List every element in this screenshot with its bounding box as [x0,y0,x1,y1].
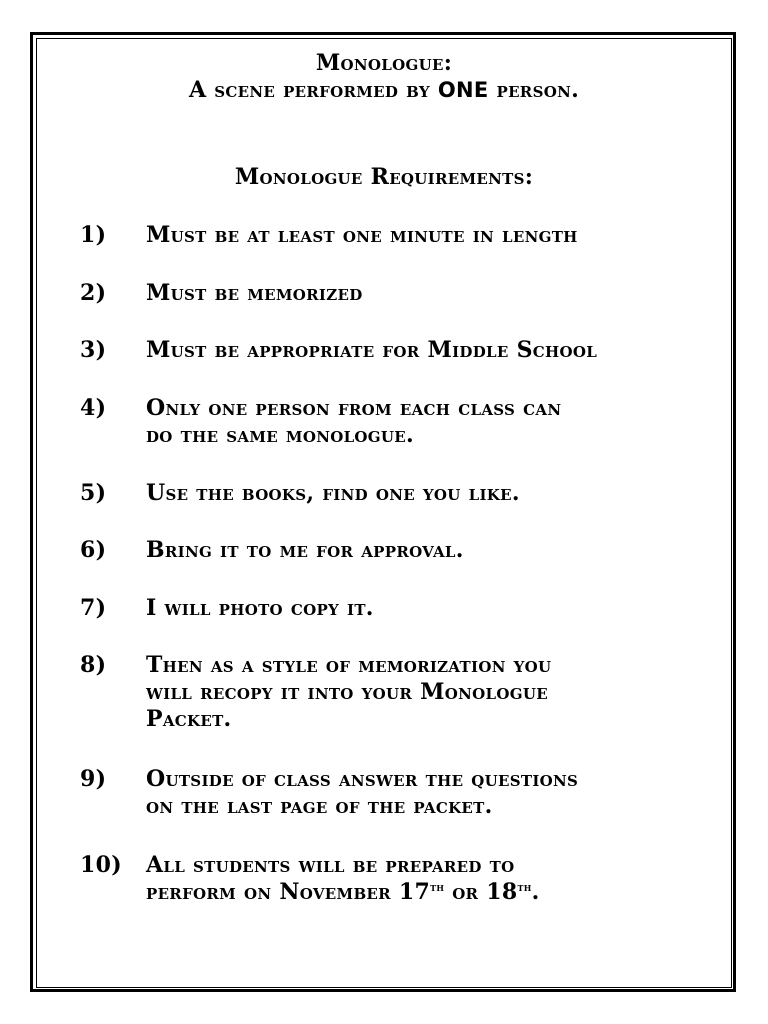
ordinal-suffix: th [517,881,532,894]
list-item-number: 2) [80,280,107,306]
list-item-line: Must be appropriate for Middle School [146,337,598,363]
list-item-line [146,879,716,906]
date-text: or 18 [444,879,518,905]
list-item-number: 8) [80,652,107,678]
list-item-line: Must be memorized [146,280,363,306]
list-item-line: All students will be prepared to [146,852,515,878]
list-item-line: Must be at least one minute in length [146,222,578,248]
list-item-line: do the same monologue. [146,422,414,448]
list-item-text [146,337,716,364]
list-item-line: Packet. [146,706,232,732]
list-item-text [146,480,716,507]
list-item-number: 1) [80,222,107,248]
date-text: perform on November 17 [146,879,431,905]
subtitle-text-after: person. [496,77,580,103]
list-item-number: 4) [80,395,107,421]
list-item-number: 9) [80,766,107,792]
list-item-text [146,222,716,249]
list-item-line: on the last page of the packet. [146,793,493,819]
list-item-text [146,652,716,733]
list-item-number: 10) [80,852,122,878]
page-subtitle [0,77,768,103]
list-item-line: I will photo copy it. [146,595,374,621]
list-item-text [146,280,716,307]
list-item-text [146,395,716,449]
list-item-text [146,595,716,622]
title-line-1: Monologue: [315,50,453,76]
list-item-line: Use the books, find one you like. [146,480,520,506]
list-item-line: will recopy it into your Monologue [146,679,548,705]
list-item-line: Only one person from each class can [146,395,562,421]
sentence-end: . [531,879,540,905]
list-item-number: 7) [80,595,107,621]
list-item-number: 3) [80,337,107,363]
list-item-text [146,766,716,820]
page-title [0,50,768,76]
subtitle-emphasis: ONE [437,78,489,102]
ordinal-suffix: th [430,881,445,894]
list-item-text [146,537,716,564]
list-item-number: 5) [80,480,107,506]
list-item-number: 6) [80,537,107,563]
requirements-heading: Monologue Requirements: [234,164,534,190]
list-item-line: Outside of class answer the questions [146,766,579,792]
list-item-line: Then as a style of memorization you [146,652,552,678]
list-item-text [146,852,716,906]
subtitle-text-before: A scene performed by [188,77,430,103]
list-item-line: Bring it to me for approval. [146,537,464,563]
